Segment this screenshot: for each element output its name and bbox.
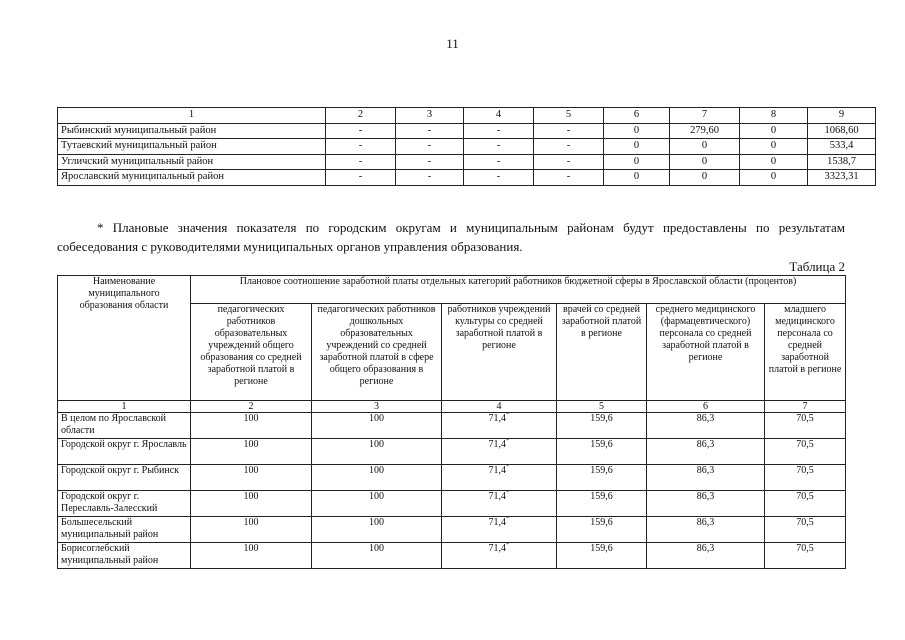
table-row bbox=[58, 170, 876, 186]
footnote-mark: * bbox=[506, 464, 510, 471]
table-row bbox=[58, 543, 846, 569]
table-row bbox=[58, 517, 846, 543]
table-cell: 279,60 bbox=[670, 123, 740, 139]
column-number: 1 bbox=[58, 401, 191, 413]
municipality-name: Городской округ г. Переславль-Залесский bbox=[58, 491, 191, 517]
table-cell: - bbox=[396, 154, 464, 170]
district-name: Тутаевский муниципальный район bbox=[58, 139, 326, 155]
column-number: 7 bbox=[765, 401, 846, 413]
table-cell: 70,5 bbox=[765, 491, 846, 517]
table-cell: 71,4* bbox=[442, 543, 557, 569]
table-cell: 3323,31 bbox=[808, 170, 876, 186]
table-cell: 159,6 bbox=[557, 517, 647, 543]
table-cell: 86,3 bbox=[647, 465, 765, 491]
table-cell: 100 bbox=[312, 543, 442, 569]
column-header: педагогических работников образовательных учреждений общего образования со средней заработной платой в регионе bbox=[191, 304, 312, 401]
column-header: врачей со средней заработной платой в регионе bbox=[557, 304, 647, 401]
table-cell: 100 bbox=[191, 491, 312, 517]
municipality-name: Борисоглебский муниципальный район bbox=[58, 543, 191, 569]
table-cell: 1068,60 bbox=[808, 123, 876, 139]
table-cell: 0 bbox=[740, 170, 808, 186]
table-cell: - bbox=[326, 170, 396, 186]
table-cell: 100 bbox=[312, 413, 442, 439]
table-cell: 86,3 bbox=[647, 439, 765, 465]
table-cell: - bbox=[534, 154, 604, 170]
column-number: 4 bbox=[442, 401, 557, 413]
table-cell: - bbox=[464, 154, 534, 170]
municipality-name: Городской округ г. Ярославль bbox=[58, 439, 191, 465]
table-1 bbox=[57, 107, 876, 186]
table-cell: 71,4* bbox=[442, 413, 557, 439]
table-cell: 71,4* bbox=[442, 491, 557, 517]
table-cell: 159,6 bbox=[557, 439, 647, 465]
column-number: 6 bbox=[647, 401, 765, 413]
table-row bbox=[58, 439, 846, 465]
table-cell: 100 bbox=[191, 465, 312, 491]
footnote-mark: * bbox=[506, 412, 510, 419]
table-cell: - bbox=[464, 170, 534, 186]
table-cell: 100 bbox=[312, 517, 442, 543]
table-cell: 70,5 bbox=[765, 439, 846, 465]
table-cell: 159,6 bbox=[557, 465, 647, 491]
table-cell: 159,6 bbox=[557, 491, 647, 517]
table-cell: 70,5 bbox=[765, 413, 846, 439]
table-1-header-cell: 9 bbox=[808, 108, 876, 124]
footnote-mark: * bbox=[506, 438, 510, 445]
footnote: * Плановые значения показателя по городским округам и муниципальным районам будут предоставлены по результатам собеседования с руководителями муниципальных органов управления образования. bbox=[57, 220, 845, 254]
table-1-header-cell: 4 bbox=[464, 108, 534, 124]
table-caption: Таблица 2 bbox=[789, 259, 845, 274]
table-1-header-cell: 8 bbox=[740, 108, 808, 124]
municipality-name: Городской округ г. Рыбинск bbox=[58, 465, 191, 491]
table-1-header-cell: 5 bbox=[534, 108, 604, 124]
table-cell: 100 bbox=[312, 491, 442, 517]
table-cell: 1538,7 bbox=[808, 154, 876, 170]
table-row bbox=[58, 139, 876, 155]
table-cell: 159,6 bbox=[557, 413, 647, 439]
table-cell: 100 bbox=[191, 517, 312, 543]
table-cell: - bbox=[464, 123, 534, 139]
column-header: младшего медицинского персонала со средней заработной платой в регионе bbox=[765, 304, 846, 401]
table-cell: - bbox=[534, 123, 604, 139]
table-1-header-cell: 2 bbox=[326, 108, 396, 124]
table-cell: 0 bbox=[670, 139, 740, 155]
table-cell: - bbox=[396, 123, 464, 139]
table-cell: 0 bbox=[604, 170, 670, 186]
table-cell: - bbox=[326, 123, 396, 139]
table-cell: 86,3 bbox=[647, 543, 765, 569]
district-name: Угличский муниципальный район bbox=[58, 154, 326, 170]
table-2 bbox=[57, 275, 846, 569]
table-cell: 0 bbox=[740, 139, 808, 155]
table-1-header-cell: 3 bbox=[396, 108, 464, 124]
table-row bbox=[58, 465, 846, 491]
footnote-mark: * bbox=[506, 542, 510, 549]
column-number: 5 bbox=[557, 401, 647, 413]
table-cell: 0 bbox=[604, 123, 670, 139]
table-cell: 71,4* bbox=[442, 465, 557, 491]
table-cell: 533,4 bbox=[808, 139, 876, 155]
municipality-name: В целом по Ярославской области bbox=[58, 413, 191, 439]
table-cell: 100 bbox=[191, 439, 312, 465]
table-cell: - bbox=[326, 154, 396, 170]
table-cell: 71,4* bbox=[442, 439, 557, 465]
footnote-mark: * bbox=[506, 516, 510, 523]
table-cell: 100 bbox=[312, 465, 442, 491]
district-name: Ярославский муниципальный район bbox=[58, 170, 326, 186]
table-cell: 70,5 bbox=[765, 517, 846, 543]
table-cell: 0 bbox=[604, 139, 670, 155]
table-cell: 70,5 bbox=[765, 543, 846, 569]
table-cell: 71,4* bbox=[442, 517, 557, 543]
table-cell: 0 bbox=[670, 170, 740, 186]
municipality-column-header: Наименование муниципального образования области bbox=[58, 276, 191, 401]
table-1-header-cell: 1 bbox=[58, 108, 326, 124]
column-numbers-row bbox=[58, 401, 846, 413]
column-header: среднего медицинского (фармацевтического) персонала со средней заработной платой в регионе bbox=[647, 304, 765, 401]
table-cell: - bbox=[534, 170, 604, 186]
column-number: 3 bbox=[312, 401, 442, 413]
table-cell: - bbox=[396, 170, 464, 186]
table-row bbox=[58, 123, 876, 139]
municipality-name: Большесельский муниципальный район bbox=[58, 517, 191, 543]
table-cell: - bbox=[396, 139, 464, 155]
column-header: педагогических работников дошкольных образовательных учреждений со средней заработной платой в сфере общего образования в регионе bbox=[312, 304, 442, 401]
table-cell: - bbox=[326, 139, 396, 155]
table-1-header-cell: 7 bbox=[670, 108, 740, 124]
footnote-mark: * bbox=[506, 490, 510, 497]
table-cell: 100 bbox=[191, 543, 312, 569]
table-cell: 70,5 bbox=[765, 465, 846, 491]
table-cell: - bbox=[464, 139, 534, 155]
table-cell: 100 bbox=[191, 413, 312, 439]
column-header: работников учреждений культуры со средней заработной платой в регионе bbox=[442, 304, 557, 401]
table-cell: 0 bbox=[740, 123, 808, 139]
table-row bbox=[58, 154, 876, 170]
table-cell: 0 bbox=[670, 154, 740, 170]
table-1-header-row bbox=[58, 108, 876, 124]
table-2-header-row bbox=[58, 276, 846, 304]
table-1-header-cell: 6 bbox=[604, 108, 670, 124]
table-cell: - bbox=[534, 139, 604, 155]
table-cell: 159,6 bbox=[557, 543, 647, 569]
table-cell: 86,3 bbox=[647, 491, 765, 517]
table-cell: 0 bbox=[604, 154, 670, 170]
column-number: 2 bbox=[191, 401, 312, 413]
table-row bbox=[58, 491, 846, 517]
salary-ratio-group-header: Плановое соотношение заработной платы отдельных категорий работников бюджетной сферы в Ярославской области (процентов) bbox=[191, 276, 846, 304]
table-cell: 0 bbox=[740, 154, 808, 170]
table-cell: 86,3 bbox=[647, 413, 765, 439]
table-cell: 100 bbox=[312, 439, 442, 465]
district-name: Рыбинский муниципальный район bbox=[58, 123, 326, 139]
table-cell: 86,3 bbox=[647, 517, 765, 543]
page-number: 11 bbox=[446, 36, 459, 51]
table-row bbox=[58, 413, 846, 439]
